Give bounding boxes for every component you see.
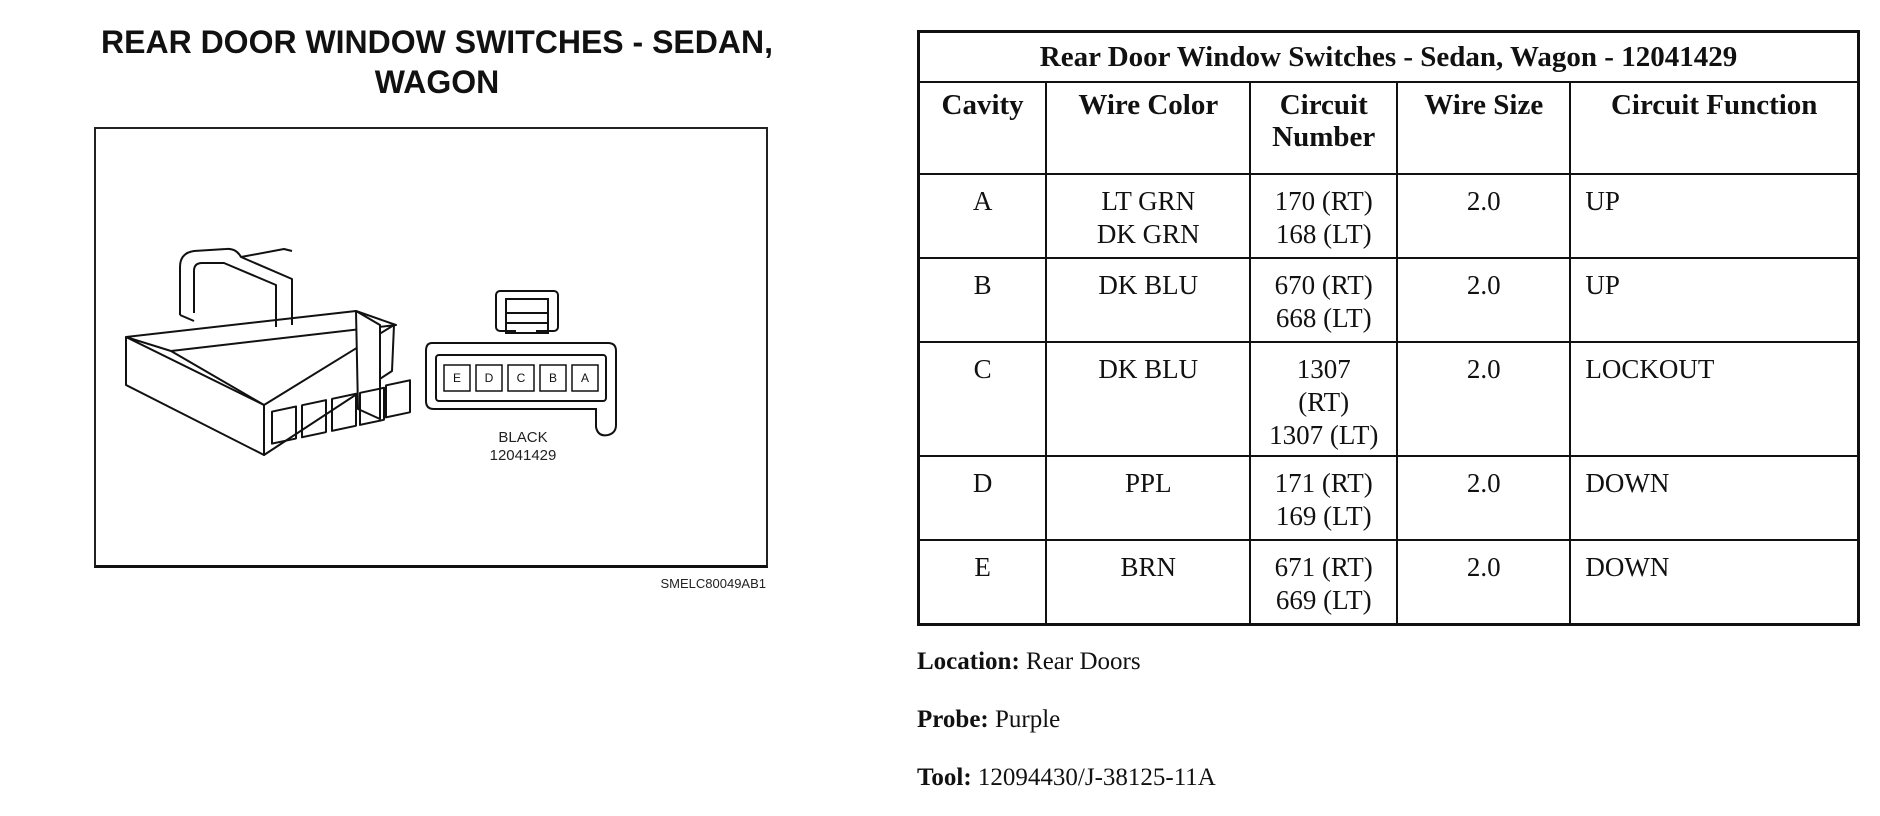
cell-wire-size: 2.0 bbox=[1397, 342, 1570, 456]
circuit-line: 169 (LT) bbox=[1275, 501, 1372, 531]
cell-wire-size: 2.0 bbox=[1397, 174, 1570, 258]
cell-function: UP bbox=[1570, 174, 1858, 258]
cell-wire-color bbox=[1046, 174, 1250, 258]
probe-value: Purple bbox=[995, 706, 1061, 733]
wire-color-line: LT GRN bbox=[1101, 186, 1196, 216]
cell-function: DOWN bbox=[1570, 540, 1858, 624]
cell-cavity: C bbox=[919, 342, 1047, 456]
table-row bbox=[919, 342, 1859, 456]
tool-label: Tool: bbox=[917, 764, 972, 791]
connector-face bbox=[426, 291, 616, 435]
probe-label: Probe: bbox=[917, 706, 989, 733]
cell-circuit bbox=[1250, 174, 1397, 258]
wire-color-line: DK BLU bbox=[1098, 354, 1199, 384]
probe-line bbox=[917, 706, 1060, 734]
tool-value: 12094430/J-38125-11A bbox=[977, 764, 1216, 791]
cell-cavity: E bbox=[919, 540, 1047, 624]
circuit-line: 670 (RT) bbox=[1274, 270, 1373, 300]
wire-color-line: PPL bbox=[1125, 468, 1172, 498]
cell-wire-size: 2.0 bbox=[1397, 456, 1570, 540]
circuit-line: 170 (RT) bbox=[1274, 186, 1373, 216]
connector-drawing bbox=[96, 129, 766, 565]
connector-color-label: BLACK bbox=[498, 429, 548, 446]
table-caption-row bbox=[919, 32, 1859, 83]
wire-color-line: DK GRN bbox=[1096, 219, 1200, 249]
table-caption: Rear Door Window Switches - Sedan, Wagon - 12041429 bbox=[919, 32, 1859, 83]
circuit-line: 669 (LT) bbox=[1275, 585, 1372, 615]
cell-cavity: A bbox=[919, 174, 1047, 258]
connector-title-line2: WAGON bbox=[374, 64, 500, 100]
cell-cavity: B bbox=[919, 258, 1047, 342]
pinout-table bbox=[917, 30, 1860, 626]
table-row bbox=[919, 540, 1859, 624]
cell-wire-color bbox=[1046, 540, 1250, 624]
cell-cavity: D bbox=[919, 456, 1047, 540]
cell-wire-color bbox=[1046, 258, 1250, 342]
circuit-line: 671 (RT) bbox=[1274, 552, 1373, 582]
connector-figure bbox=[94, 127, 768, 568]
circuit-line: 171 (RT) bbox=[1274, 468, 1373, 498]
circuit-line: 668 (LT) bbox=[1275, 303, 1372, 333]
cell-circuit bbox=[1250, 258, 1397, 342]
cell-circuit bbox=[1250, 456, 1397, 540]
table-row bbox=[919, 456, 1859, 540]
cavity-label-b: B bbox=[548, 371, 558, 385]
location-value: Rear Doors bbox=[1026, 648, 1141, 675]
table-header-row bbox=[919, 82, 1859, 174]
tool-line bbox=[917, 764, 1216, 792]
header-cavity: Cavity bbox=[919, 82, 1047, 174]
cavity-label-d: D bbox=[484, 371, 494, 385]
cavity-label-a: A bbox=[580, 371, 590, 385]
header-circuit-number bbox=[1250, 82, 1397, 174]
cell-circuit bbox=[1250, 540, 1397, 624]
table-row bbox=[919, 174, 1859, 258]
header-wire-color: Wire Color bbox=[1046, 82, 1250, 174]
cavity-label-e: E bbox=[452, 371, 462, 385]
circuit-line: (RT) bbox=[1298, 387, 1350, 417]
cell-circuit bbox=[1250, 342, 1397, 456]
figure-id: SMELC80049AB1 bbox=[660, 576, 766, 591]
circuit-line: 1307 (LT) bbox=[1269, 420, 1379, 450]
cell-wire-size: 2.0 bbox=[1397, 258, 1570, 342]
cavity-label-c: C bbox=[516, 371, 526, 385]
location-line bbox=[917, 648, 1141, 676]
cell-wire-size: 2.0 bbox=[1397, 540, 1570, 624]
header-circuit-line2: Number bbox=[1272, 121, 1376, 153]
cell-function: LOCKOUT bbox=[1570, 342, 1858, 456]
header-circuit-line1: Circuit bbox=[1279, 89, 1368, 121]
table-row bbox=[919, 258, 1859, 342]
location-label: Location: bbox=[917, 648, 1020, 675]
wire-color-line: BRN bbox=[1120, 552, 1177, 582]
circuit-line: 1307 bbox=[1296, 354, 1351, 384]
cell-function: DOWN bbox=[1570, 456, 1858, 540]
cell-wire-color bbox=[1046, 456, 1250, 540]
connector-title bbox=[14, 22, 860, 102]
connector-title-line1: REAR DOOR WINDOW SWITCHES - SEDAN, bbox=[101, 24, 773, 60]
circuit-line: 168 (LT) bbox=[1275, 219, 1372, 249]
connector-isometric bbox=[126, 249, 410, 455]
header-circuit-function: Circuit Function bbox=[1570, 82, 1858, 174]
connector-part-number: 12041429 bbox=[489, 447, 557, 464]
cell-function: UP bbox=[1570, 258, 1858, 342]
wire-color-line: DK BLU bbox=[1098, 270, 1199, 300]
header-wire-size: Wire Size bbox=[1397, 82, 1570, 174]
cell-wire-color bbox=[1046, 342, 1250, 456]
